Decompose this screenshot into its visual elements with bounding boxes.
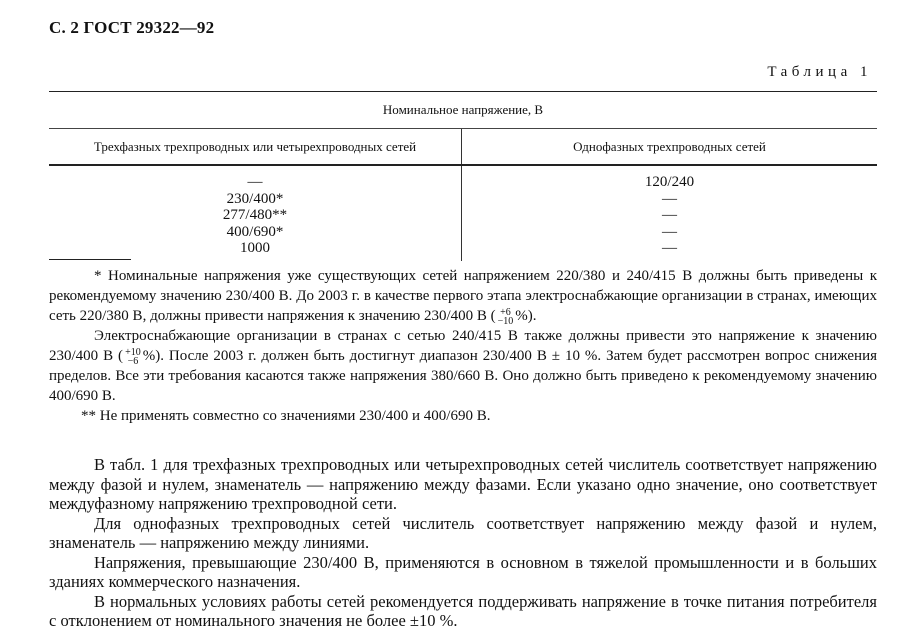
footnote-1b-end: %). После 2003 г. должен быть достигнут диапазон 230/400 В ± 10 %. Затем будет рассмотрен вопрос снижения пределов. Все эти требования касаются также напряжения 380/660 В. Оно должно быть приведено к рекомендуемому значению 400/690 В. [49,348,877,404]
paragraph: В табл. 1 для трехфазных трехпроводных или четырехпроводных сетей числитель соответствует напряжению между фазой и нулем, знаменатель — напряжению между фазами. Если указано одно значение, оно соответствует междуфазному напряжению трехпроводной сети. [49,455,877,513]
table-cell: — [662,223,677,240]
tolerance-upper: +6 [500,306,511,318]
footnote-1b-text: Электроснабжающие организации в странах с сетью 240/415 В также должны привести это напряжение к значению 230/400 В ( [49,328,877,364]
paragraph: В нормальных условиях работы сетей рекомендуется поддерживать напряжение в точке питания потребителя с отклонением от номинального значения не более ±10 %. [49,591,877,630]
footnote-2: ** Не применять совместно со значениями 230/400 и 400/690 В. [81,408,491,424]
tolerance-lower: −6 [127,355,139,367]
table-cell: — [662,240,677,256]
footnote-1-continued [49,326,877,406]
footnote-divider [49,259,131,260]
table-cell: 400/690* [226,223,284,240]
column-header-single-phase: Однофазных трехпроводных сетей [461,129,877,164]
paragraph: Напряжения, превышающие 230/400 В, применяются в основном в тяжелой промышленности и в больших зданиях коммерческого назначения. [49,552,877,591]
footnote-1-text: * Номинальные напряжения уже существующих сетей напряжением 220/380 и 240/415 В должны быть приведены к рекомендуемому значению 230/400 В. До 2003 г. в качестве первого этапа электроснабжающие организации в странах, имеющих сеть 220/380 В, должны привести напряжения к значению 230/400 В ( [49,268,877,324]
column-three-phase-values [49,174,461,261]
tolerance-lower: −10 [497,315,514,327]
table-label: Таблица 1 [767,64,872,80]
table-cell: 277/480** [222,207,288,223]
voltage-table [49,91,877,261]
table-cell: 230/400* [226,190,284,207]
table-cell: 120/240 [644,174,695,190]
column-single-phase-values [461,166,877,261]
table-cell: — [662,190,677,207]
table-column-headers [49,129,877,166]
table-cell: — [662,207,677,223]
table-cell: — [247,174,263,190]
footnote-1-end: %). [515,308,537,324]
tolerance-upper: +10 [125,346,141,358]
tolerance-fraction [125,348,141,366]
paragraph: Для однофазных трехпроводных сетей числитель соответствует напряжению между фазой и нулем, знаменатель — напряжению между линиями. [49,513,877,552]
table-cell: 1000 [240,240,270,256]
table-main-header: Номинальное напряжение, В [49,92,877,129]
column-header-three-phase: Трехфазных трехпроводных или четырехпроводных сетей [93,138,417,154]
tolerance-fraction [498,308,514,326]
footnote-1 [49,266,877,326]
body-text [49,455,877,631]
table-body [49,166,877,261]
page-header: С. 2 ГОСТ 29322—92 [49,18,215,37]
footnotes [49,266,877,426]
